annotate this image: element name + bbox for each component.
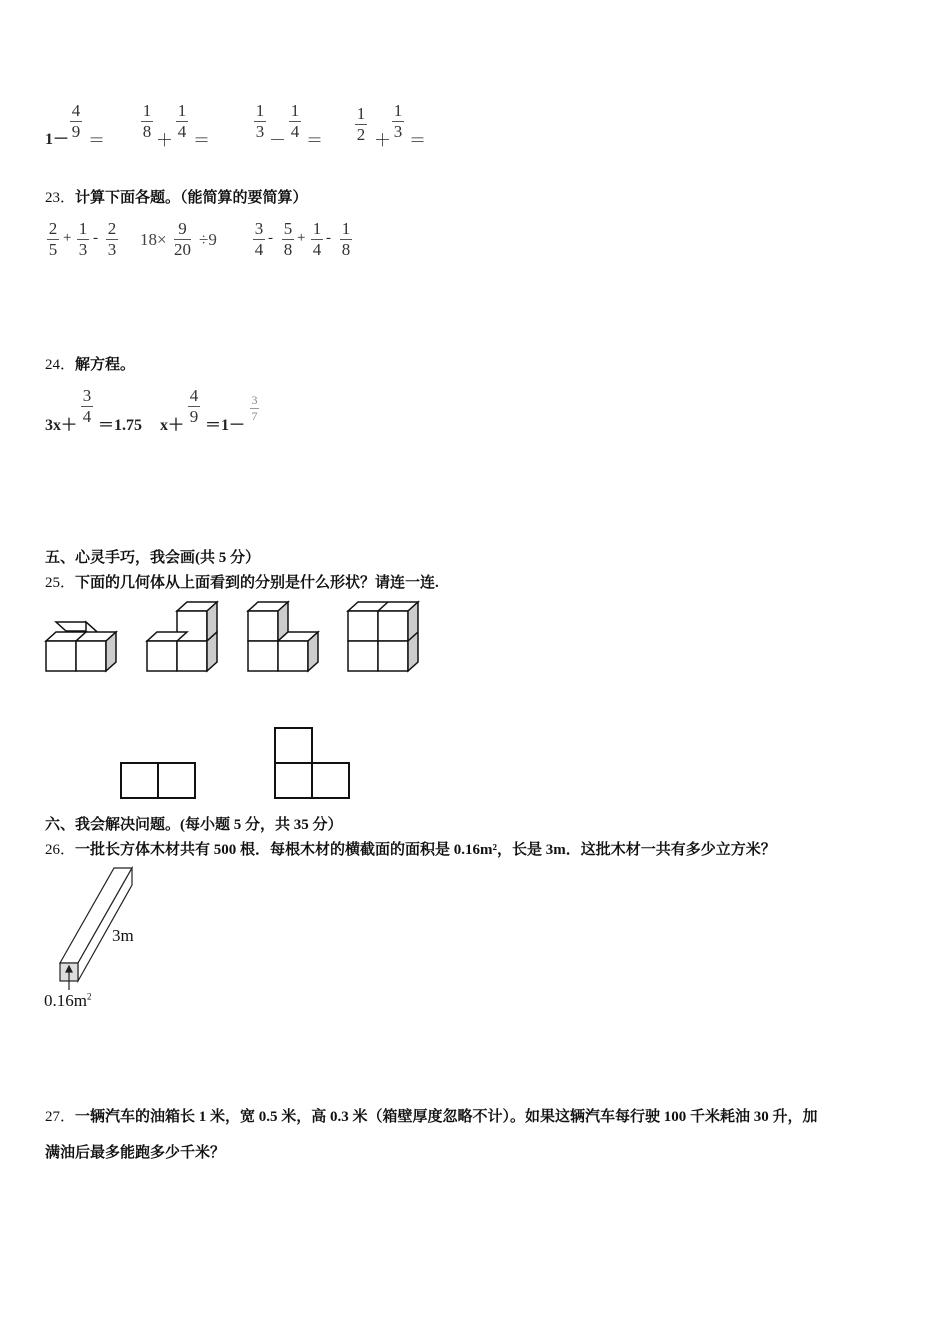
denominator: 8 (142, 122, 152, 141)
operator: － (269, 131, 286, 150)
operator: ＋ (374, 131, 391, 150)
denominator: 5 (48, 240, 58, 259)
denominator: 8 (283, 240, 293, 259)
numerator: 4 (189, 386, 199, 405)
question-title: 解方程。 (75, 357, 136, 373)
length-label: 3m (112, 926, 134, 945)
numerator: 3 (82, 386, 92, 405)
operator: - (326, 230, 331, 246)
area-label (44, 991, 91, 1011)
q27-line-1 (45, 1105, 818, 1126)
denominator: 9 (189, 407, 199, 426)
area-exponent: 2 (86, 991, 92, 1002)
question-number: 27． (45, 1109, 76, 1125)
numerator: 1 (290, 101, 300, 120)
question-number: 26． (45, 842, 76, 858)
numerator: 1 (177, 101, 187, 120)
numerator: 1 (78, 219, 88, 238)
question-number: 24． (45, 357, 76, 373)
denominator: 3 (393, 122, 403, 141)
numerator: 1 (255, 101, 265, 120)
q27-line-2: 满油后最多能跑多少千米？ (45, 1145, 226, 1161)
numerator: 9 (178, 219, 187, 238)
equation-lead: 3x＋ (45, 417, 78, 434)
equation-middle: ＝1－ (205, 417, 246, 434)
question-text: 一批长方体木材共有 500 根．每根木材的横截面的面积是 0.16m²，长是 3m．这批木材一共有多少立方米？ (75, 842, 776, 858)
section-5-title: 五、心灵手巧，我会画(共 5 分） (45, 550, 260, 566)
operator: + (297, 230, 306, 246)
equals-sign: ＝ (409, 131, 426, 150)
denominator: 4 (312, 240, 322, 259)
denominator: 3 (255, 122, 265, 141)
equals-sign: ＝ (306, 131, 323, 150)
numerator: 3 (254, 219, 264, 238)
numerator: 1 (356, 104, 366, 123)
operator: - (93, 230, 98, 246)
denominator: 8 (341, 240, 351, 259)
operator: + (63, 230, 72, 246)
operator: ＋ (156, 131, 173, 150)
numerator: 1 (142, 101, 152, 120)
operator: - (268, 230, 273, 246)
expression-tail: ÷9 (199, 230, 217, 249)
question-title: 下面的几何体从上面看到的分别是什么形状？请连一连. (75, 575, 439, 591)
equals-sign: ＝ (88, 131, 105, 150)
numerator: 4 (71, 101, 81, 120)
equation-lead: x＋ (160, 417, 185, 434)
numerator: 1 (312, 219, 322, 238)
denominator: 9 (71, 122, 81, 141)
denominator: 20 (174, 240, 191, 259)
denominator: 4 (254, 240, 264, 259)
question-text-line-1: 一辆汽车的油箱长 1 米，宽 0.5 米，高 0.3 米（箱壁厚度忽略不计）。如果这辆汽车每行驶 100 千米耗油 30 升，加 (75, 1109, 818, 1125)
denominator: 4 (82, 407, 92, 426)
question-title: 计算下面各题。（能简算的要简算） (75, 190, 308, 206)
question-number: 23． (45, 190, 76, 206)
numerator: 3 (251, 393, 258, 407)
denominator: 2 (356, 125, 366, 144)
q22-p1-lead: 1－ (45, 131, 70, 148)
denominator: 4 (177, 122, 187, 141)
expression-lead: 18× (140, 230, 167, 249)
numerator: 1 (393, 101, 403, 120)
question-number: 25． (45, 575, 76, 591)
numerator: 5 (283, 219, 293, 238)
numerator: 2 (48, 219, 58, 238)
denominator: 3 (78, 240, 88, 259)
numerator: 2 (107, 219, 117, 238)
equals-sign: ＝ (193, 131, 210, 150)
area-value: 0.16m (44, 991, 87, 1010)
denominator: 7 (251, 409, 258, 423)
denominator: 4 (290, 122, 300, 141)
numerator: 1 (341, 219, 351, 238)
section-6-title: 六、我会解决问题。(每小题 5 分，共 35 分） (45, 817, 343, 833)
equation-tail: ＝1.75 (98, 417, 143, 434)
denominator: 3 (107, 240, 117, 259)
